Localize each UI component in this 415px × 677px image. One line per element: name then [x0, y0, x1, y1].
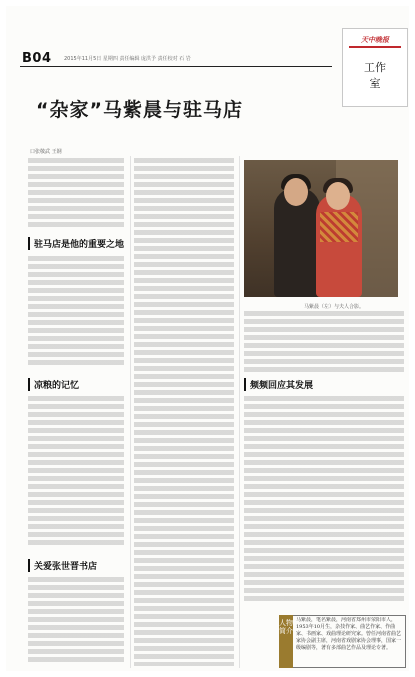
body-text-block [134, 158, 234, 666]
subhead-4: 频频回应其发展 [244, 378, 313, 391]
brand-name: 天中晚报 [361, 35, 389, 44]
bio-label: 人物简介 [279, 615, 293, 668]
subhead-2: 凉粮的记忆 [28, 378, 79, 391]
subhead-1: 驻马店是他的重要之地 [28, 237, 124, 250]
column-divider [239, 156, 240, 668]
body-text-block [28, 396, 124, 552]
section-title [343, 60, 407, 92]
article-byline: 口张敬武 王钢 [30, 149, 62, 155]
brand-divider [349, 46, 401, 48]
body-text-block [244, 311, 404, 373]
subhead-3: 关爱张世晋书店 [28, 559, 97, 572]
body-text-block [28, 256, 124, 371]
section-brand-box [342, 28, 408, 107]
body-text-block [28, 577, 124, 667]
section-title-line1: 工作 [364, 61, 386, 74]
article-headline: “杂家”马紫晨与驻马店 [36, 99, 243, 121]
section-title-line2: 室 [369, 77, 381, 90]
header-rule [20, 66, 332, 67]
bio-text: 马紫晨，笔名紫晨，河南省郑州市荥阳市人，1953年10月生，杂技作家、曲艺作家、作曲家、书画家、戏曲理论研究家。曾任河南省曲艺家协会副主席，河南省戏剧家协会理事，国家一级编剧等，著有多部曲艺作品及理论专著。 [296, 617, 402, 651]
body-text-block [244, 396, 404, 610]
article-photo [244, 160, 398, 297]
page-number: B04 [22, 51, 52, 66]
photo-caption: 马紫晨（左）与夫人合影。 [304, 304, 365, 310]
body-text-block [28, 158, 124, 230]
header-meta: 2015年11月5日 星期四 责任编辑 庞洪予 责任校对 石 岩 [64, 56, 191, 62]
newspaper-page [6, 6, 409, 671]
column-divider [130, 156, 131, 668]
